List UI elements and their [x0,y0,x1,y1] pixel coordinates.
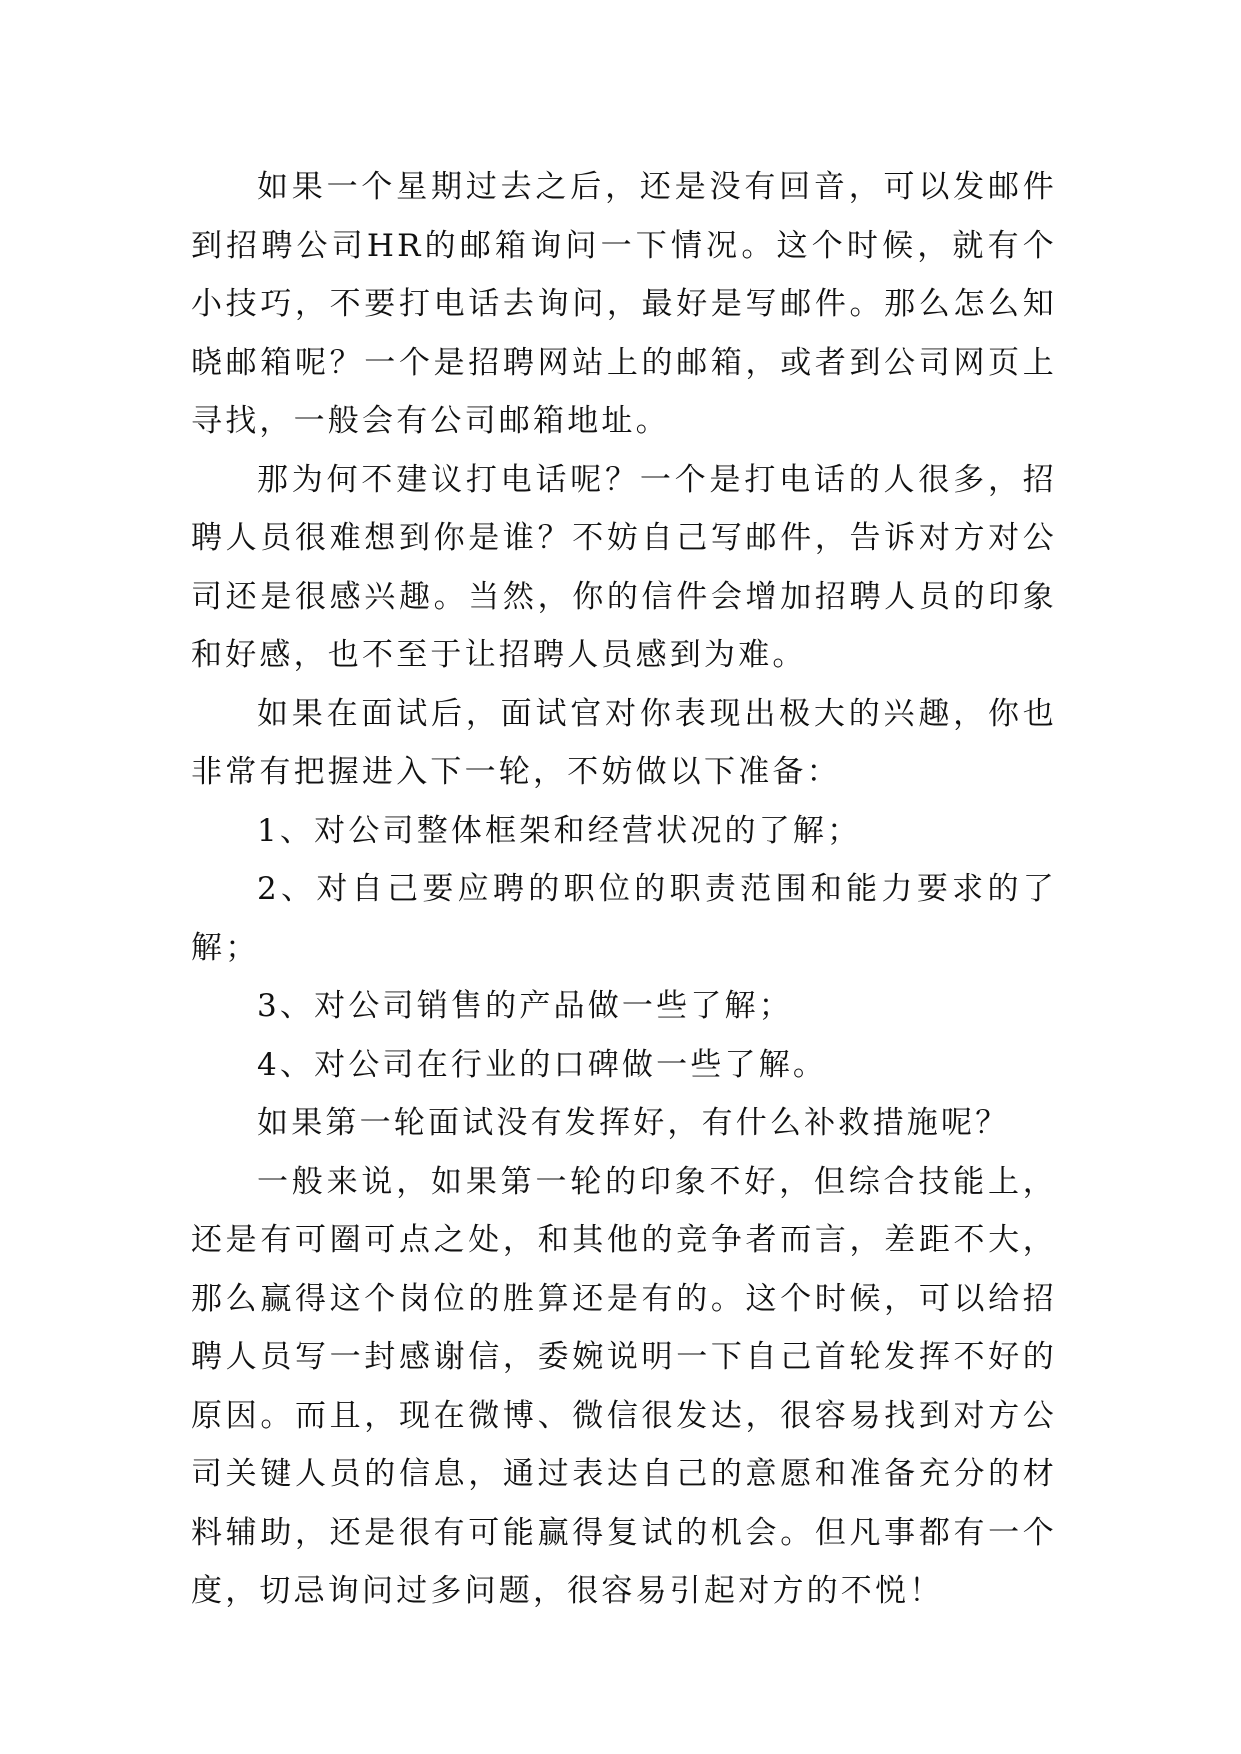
paragraph-next-round-prep: 如果在面试后，面试官对你表现出极大的兴趣，你也非常有把握进入下一轮，不妨做以下准备： [191,695,1057,790]
list-item-4: 4、对公司在行业的口碑做一些了解。 [257,1046,828,1083]
paragraph-remedy-question: 如果第一轮面试没有发挥好，有什么补救措施呢？ [257,1105,1010,1141]
list-item-2: 2、对自己要应聘的职位的职责范围和能力要求的了解； [191,871,1057,966]
paragraph-email-followup: 如果一个星期过去之后，还是没有回音，可以发邮件到招聘公司HR的邮箱询问一下情况。这个时候，就有个小技巧，不要打电话去询问，最好是写邮件。那么怎么知晓邮箱呢？一个是招聘网站上的邮箱，或者到公司网页上寻找，一般会有公司邮箱地址。 [191,169,1057,439]
document-body [191,158,1057,1621]
paragraph-why-not-phone: 那为何不建议打电话呢？一个是打电话的人很多，招聘人员很难想到你是谁？不妨自己写邮件，告诉对方对公司还是很感兴趣。当然，你的信件会增加招聘人员的印象和好感，也不至于让招聘人员感到为难。 [191,461,1057,673]
paragraph-remedy-answer: 一般来说，如果第一轮的印象不好，但综合技能上，还是有可圈可点之处，和其他的竞争者而言，差距不大，那么赢得这个岗位的胜算还是有的。这个时候，可以给招聘人员写一封感谢信，委婉说明一下自己首轮发挥不好的原因。而且，现在微博、微信很发达，很容易找到对方公司关键人员的信息，通过表达自己的意愿和准备充分的材料辅助，还是很有可能赢得复试的机会。但凡事都有一个度，切忌询问过多问题，很容易引起对方的不悦！ [191,1163,1057,1609]
list-item-1: 1、对公司整体框架和经营状况的了解； [257,812,862,849]
list-item-3: 3、对公司销售的产品做一些了解； [257,988,793,1024]
